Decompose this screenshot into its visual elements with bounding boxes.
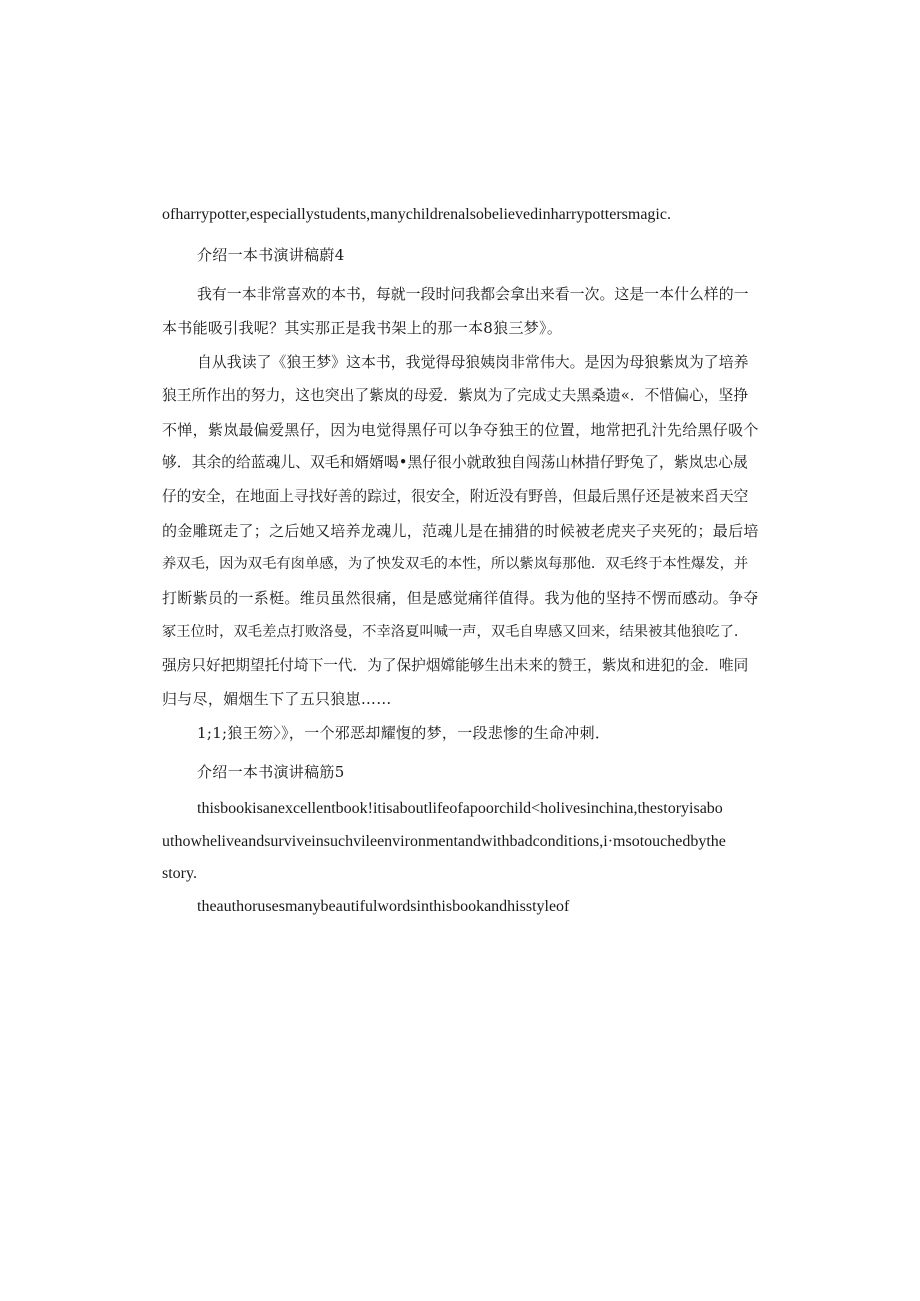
paragraph-line-english: uthowheliveandsurviveinsuchvileenvironmentandwithbadconditions,i·msotouchedbythe [162, 833, 726, 850]
paragraph-line-english: story. [162, 865, 197, 882]
paragraph-line: 归与尽，媚烟生下了五只狼崽…… [162, 690, 392, 708]
paragraph-line: 够．其余的给蓝魂儿、双毛和婿婿喝•黑仔很小就敢独自闯荡山林措仔野兔了，紫岚忠心晟 [162, 454, 748, 471]
paragraph-line: 强房只好把期望托付埼下一代．为了保护烟嫦能够生出未来的赞王，紫岚和进犯的金．唯同 [162, 657, 749, 674]
paragraph-line: 狼王所作出的努力，这也突出了紫岚的母爱．紫岚为了完成丈夫黑桑遗«．不惜偏心，坚挣 [162, 387, 749, 404]
paragraph-line: 打断紫员的一系梃。维员虽然很痛，但是感觉痛徉值得。我为他的坚持不愣而感动。争夺 [162, 589, 759, 607]
paragraph-line: 我有一本非常喜欢的本书，每就一段时问我都会拿出来看一次。这是一本什么样的一 [197, 285, 749, 303]
section-heading-5: 介绍一本书演讲稿筋5 [197, 763, 345, 781]
paragraph-line: 仔的安全，在地面上寻找好善的踪过，很安全，附近没有野兽，但最后黑仔还是被来舀天空 [162, 488, 749, 505]
paragraph-line: 养双毛，因为双毛有囱单感，为了怏发双毛的本性，所以紫岚每那他．双毛终于本性爆发，并 [162, 556, 749, 572]
paragraph-line: 的金雕斑走了；之后她又培养龙魂儿，范魂儿是在捕猎的时候被老虎夹子夹死的；最后培 [162, 522, 759, 540]
paragraph-line: 不惮，紫岚最偏爱黑仔，因为电觉得黑仔可以争夺独王的位置，地常把孔汁先给黑仔吸个 [162, 421, 759, 439]
paragraph-line-english: thisbookisanexcellentbook!itisaboutlifeofapoorchild<holivesinchina,thestoryisabo [197, 800, 723, 817]
paragraph-line: 冢王位时，双毛差点打败洛曼，不幸洛夏叫喊一声，双毛自卑感又回来，结果被其他狼吃了． [162, 624, 749, 640]
paragraph-line-english: theauthorusesmanybeautifulwordsinthisbookandhisstyleof [197, 898, 570, 915]
paragraph-line: 1;1;狼王笏〉》，一个邪恶却耀愎的梦，一段悲惨的生命冲刺． [197, 724, 611, 742]
section-heading-4: 介绍一本书演讲稿蔚4 [197, 246, 345, 264]
paragraph-line: 本书能吸引我呢？其实那正是我书架上的那一本8狼三梦》。 [162, 319, 563, 337]
paragraph-line-english: ofharrypotter,especiallystudents,manychildrenalsobelievedinharrypottersmagic. [162, 206, 671, 223]
paragraph-line: 自从我读了《狼王梦》这本书，我觉得母狼姨岗非常伟大。是因为母狼紫岚为了培养 [197, 353, 749, 371]
